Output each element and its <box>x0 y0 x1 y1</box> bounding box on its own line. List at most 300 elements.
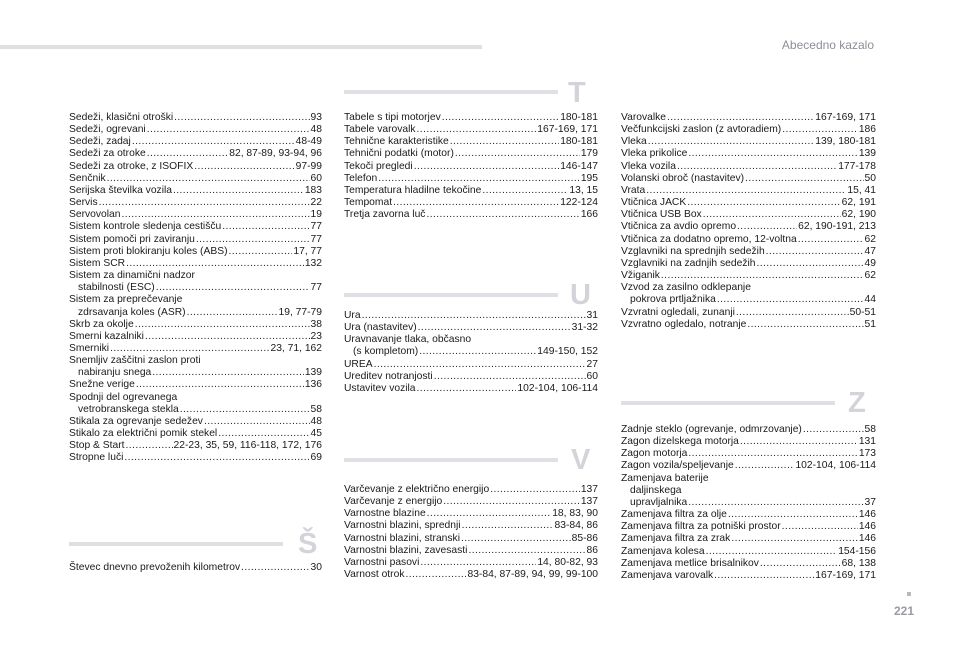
index-entry-label: Varnostni blazini, zavesasti <box>344 544 468 556</box>
index-entry-pages: 60 <box>310 172 322 184</box>
index-entry-pages: 83-84, 87-89, 94, 99, 99-100 <box>467 569 598 581</box>
index-entry <box>621 161 876 173</box>
index-entry-label: Vtičnica za dodatno opremo, 12-voltna <box>621 233 797 245</box>
dot-leader <box>99 197 310 209</box>
index-entry-label: Stikala za ogrevanje sedežev <box>69 415 203 427</box>
index-entry-pages: 62, 190-191, 213 <box>798 221 876 233</box>
index-entry <box>69 221 322 233</box>
index-entry-pages: 83-84, 86 <box>554 520 598 532</box>
dot-leader <box>677 161 837 173</box>
index-column-v-cont <box>621 112 876 331</box>
dot-leader <box>688 497 863 509</box>
index-entry-label: Servis <box>69 197 98 209</box>
index-entry-label: Zamenjava kolesa <box>621 545 705 557</box>
dot-leader <box>419 346 536 358</box>
dot-leader <box>393 197 559 209</box>
dot-leader <box>145 331 310 343</box>
index-entry-pages: 102-104, 106-114 <box>795 460 876 472</box>
index-entry-heading: Snemljiv zaščitni zaslon proti <box>69 355 201 367</box>
index-entry-pages: 31 <box>586 310 598 321</box>
index-entry <box>621 185 876 197</box>
index-column-s <box>69 112 322 465</box>
index-entry <box>344 185 598 197</box>
index-entry-label: Serijska številka vozila <box>69 184 173 196</box>
index-entry <box>69 416 322 428</box>
index-entry <box>69 440 322 452</box>
index-entry-pages: 58 <box>310 403 322 415</box>
dot-leader <box>646 185 846 197</box>
dot-leader <box>803 424 864 436</box>
index-entry <box>344 359 598 371</box>
index-entry-label: Ura (nastavitev) <box>344 322 417 334</box>
dot-leader <box>417 124 537 136</box>
index-entry <box>621 497 876 509</box>
index-entry-pages: 62 <box>864 233 876 245</box>
index-entry <box>344 148 598 160</box>
index-entry <box>69 404 322 416</box>
dot-leader <box>126 258 304 270</box>
index-entry-label: Snežne verige <box>69 379 135 391</box>
dot-leader <box>417 383 517 395</box>
index-entry-pages: 139, 180-181 <box>815 136 876 148</box>
index-entry-heading: Sistem za preprečevanje <box>69 294 183 306</box>
index-entry <box>69 173 322 185</box>
index-column-u <box>344 310 598 395</box>
dot-leader <box>218 428 309 440</box>
dot-leader <box>661 270 864 282</box>
dot-leader <box>450 136 559 148</box>
index-entry <box>344 112 598 124</box>
section-letter-u: U <box>570 279 591 311</box>
index-entry-label: Zagon motorja <box>621 448 688 460</box>
index-entry-label: Stikalo za električni pomik stekel <box>69 428 218 440</box>
dot-leader <box>405 569 466 581</box>
index-entry-label: Vtičnica USB Box <box>621 209 702 221</box>
index-entry-label: Tehnični podatki (motor) <box>344 148 454 160</box>
index-entry-label: Stop & Start <box>69 440 125 452</box>
dot-leader <box>782 124 858 136</box>
index-entry-pages: 137 <box>580 484 598 495</box>
index-entry <box>621 460 876 472</box>
index-entry-pages: 49 <box>864 257 876 269</box>
index-entry-pages: 186 <box>858 124 876 136</box>
index-entry <box>344 136 598 148</box>
page-header-title: Abecedno kazalo <box>781 38 874 52</box>
dot-leader <box>135 319 310 331</box>
index-entry-label: nabiranju snega <box>78 367 152 379</box>
index-entry <box>344 557 598 569</box>
index-entry-label: Večfunkcijski zaslon (z avtoradiem) <box>621 124 782 136</box>
dot-leader <box>180 404 310 416</box>
index-entry-label: Varčevanje z energijo <box>344 496 443 508</box>
index-entry <box>344 569 598 581</box>
index-entry <box>69 319 322 331</box>
index-entry-label: Vzglavniki na zadnjih sedežih <box>621 257 756 269</box>
index-entry-label: (s kompletom) <box>353 346 419 358</box>
index-entry-pages: 14, 80-82, 93 <box>537 556 598 568</box>
index-entry <box>621 558 876 570</box>
dot-leader <box>229 246 293 258</box>
index-entry-pages: 17, 77 <box>293 245 322 257</box>
index-entry-label: Sistem proti blokiranju koles (ABS) <box>69 245 228 257</box>
dot-leader <box>782 521 858 533</box>
index-entry-label: Varčevanje z električno energijo <box>344 484 490 495</box>
index-entry <box>69 148 322 160</box>
index-entry-label: Vžiganik <box>621 270 660 282</box>
index-entry-pages: 154-156 <box>838 545 876 557</box>
index-entry <box>344 173 598 185</box>
index-entry <box>69 234 322 246</box>
index-entry-label: Zamenjava filtra za potniški prostor <box>621 521 781 533</box>
index-entry <box>621 509 876 521</box>
index-entry-label: Varnostni blazini, sprednji <box>344 520 461 532</box>
dot-leader <box>728 509 858 521</box>
dot-leader <box>648 136 815 148</box>
index-entry-pages: 48 <box>310 415 322 427</box>
index-entry-pages: 44 <box>864 294 876 306</box>
index-entry <box>621 173 876 185</box>
index-entry-pages: 166 <box>580 209 598 221</box>
index-entry-label: Števec dnevno prevoženih kilometrov <box>69 562 241 573</box>
index-entry-label: Ura <box>344 310 361 321</box>
page-marker <box>907 592 911 596</box>
index-entry-label: Zadnje steklo (ogrevanje, odmrzovanje) <box>621 424 802 435</box>
index-entry-pages: 48-49 <box>295 136 322 148</box>
index-entry-heading: Vzvod za zasilno odklepanje <box>621 282 751 294</box>
index-entry-pages: 149-150, 152 <box>537 346 598 358</box>
index-entry-label: Zamenjava filtra za olje <box>621 509 727 521</box>
index-entry-label: zdrsavanja koles (ASR) <box>78 306 186 318</box>
index-entry-pages: 167-169, 171 <box>815 569 876 581</box>
index-entry-label: Tabele s tipi motorjev <box>344 112 441 123</box>
index-entry <box>344 371 598 383</box>
index-entry-pages: 180-181 <box>560 136 598 148</box>
dot-leader <box>760 558 841 570</box>
index-entry-heading: Uravnavanje tlaka, občasno <box>344 334 472 346</box>
index-entry-pages: 30 <box>310 562 322 573</box>
dot-leader <box>687 197 840 209</box>
index-entry-pages: 68, 138 <box>841 557 876 569</box>
dot-leader <box>136 379 304 391</box>
index-entry-label: Sedeži, klasični otroški <box>69 112 174 123</box>
index-entry <box>344 383 598 395</box>
index-entry-label: Telefon <box>344 172 378 184</box>
dot-leader <box>740 436 858 448</box>
index-entry-pages: 86 <box>586 544 598 556</box>
dot-leader <box>414 161 560 173</box>
index-entry-label: Vtičnica JACK <box>621 197 687 209</box>
index-entry <box>344 322 598 334</box>
dot-leader <box>443 496 580 508</box>
index-entry-label: Sistem pomoči pri zaviranju <box>69 233 195 245</box>
dot-leader <box>462 520 554 532</box>
index-entry-pages: 62 <box>864 270 876 282</box>
index-entry-label: Temperatura hladilne tekočine <box>344 184 482 196</box>
dot-leader <box>362 310 586 322</box>
index-entry <box>621 148 876 160</box>
dot-leader <box>757 258 864 270</box>
index-entry <box>344 496 598 508</box>
dot-leader <box>766 246 864 258</box>
dot-leader <box>196 234 310 246</box>
dot-leader <box>434 371 586 383</box>
index-entry-label: Volanski obroč (nastavitev) <box>621 172 745 184</box>
index-entry-pages: 77 <box>310 282 322 294</box>
index-entry <box>344 161 598 173</box>
index-entry-pages: 93 <box>310 112 322 123</box>
index-entry-pages: 45 <box>310 428 322 440</box>
index-entry-pages: 23 <box>310 330 322 342</box>
index-entry <box>344 124 598 136</box>
dot-leader <box>798 234 864 246</box>
index-entry-pages: 146 <box>858 521 876 533</box>
dot-leader <box>688 448 857 460</box>
index-entry-pages: 132 <box>304 257 322 269</box>
dot-leader <box>173 185 304 197</box>
index-entry <box>621 307 876 319</box>
index-entry-pages: 85-86 <box>571 532 598 544</box>
index-entry-label: Tabele varovalk <box>344 124 416 136</box>
index-entry-label: Vrata <box>621 184 646 196</box>
index-entry <box>69 258 322 270</box>
index-entry-pages: 139 <box>304 367 322 379</box>
index-entry-pages: 60 <box>586 370 598 382</box>
index-entry-label: Smerniki <box>69 342 110 354</box>
index-entry <box>621 258 876 270</box>
dot-leader <box>455 148 580 160</box>
dot-leader <box>688 148 857 160</box>
index-entry-pages: 167-169, 171 <box>815 112 876 123</box>
dot-leader <box>107 173 310 185</box>
index-entry-label: Sedeži za otroke <box>69 148 146 160</box>
dot-leader <box>122 209 310 221</box>
index-entry-pages: 82, 87-89, 93-94, 96 <box>229 148 322 160</box>
dot-leader <box>374 359 586 371</box>
index-entry <box>69 282 322 294</box>
index-entry <box>621 270 876 282</box>
index-entry <box>69 367 322 379</box>
index-entry-label: upravljalnika <box>630 496 688 508</box>
index-entry <box>69 562 322 574</box>
dot-leader <box>194 161 294 173</box>
index-entry-pages: 48 <box>310 124 322 136</box>
index-entry-pages: 58 <box>864 424 876 435</box>
dot-leader <box>420 557 536 569</box>
index-entry <box>621 221 876 233</box>
index-entry-pages: 13, 15 <box>569 184 598 196</box>
dot-leader <box>731 533 858 545</box>
index-entry-heading: daljinskega <box>630 484 682 496</box>
index-entry-pages: 22-23, 35, 59, 116-118, 172, 176 <box>173 440 322 452</box>
index-entry <box>69 136 322 148</box>
header-bar <box>0 45 482 49</box>
dot-leader <box>147 124 310 136</box>
index-entry <box>621 234 876 246</box>
index-entry-label: Vleka <box>621 136 647 148</box>
index-entry-label: Zagon dizelskega motorja <box>621 436 739 448</box>
index-entry-label: Sistem kontrole sledenja cestišču <box>69 221 222 233</box>
index-entry-pages: 146 <box>858 509 876 521</box>
index-entry-label: Vleka vozila <box>621 160 676 172</box>
index-entry <box>69 428 322 440</box>
index-entry <box>344 545 598 557</box>
index-entry-pages: 179 <box>580 148 598 160</box>
index-entry-label: Tehnične karakteristike <box>344 136 449 148</box>
index-entry <box>69 452 322 464</box>
index-entry-label: Zamenjava metlice brisalnikov <box>621 557 759 569</box>
dot-leader <box>174 112 309 124</box>
index-entry <box>344 346 598 358</box>
index-entry-label: Vzglavniki na sprednjih sedežih <box>621 245 765 257</box>
index-entry-label: pokrova prtljažnika <box>630 294 716 306</box>
index-entry <box>621 209 876 221</box>
index-entry <box>344 533 598 545</box>
index-entry <box>621 294 876 306</box>
dot-leader <box>378 173 580 185</box>
index-entry <box>344 520 598 532</box>
index-entry-pages: 51 <box>864 318 876 330</box>
index-entry-pages: 38 <box>310 318 322 330</box>
index-entry-pages: 180-181 <box>560 112 598 123</box>
index-entry <box>69 185 322 197</box>
index-entry <box>621 246 876 258</box>
dot-leader <box>147 148 229 160</box>
index-entry <box>621 124 876 136</box>
index-entry-pages: 69 <box>310 452 322 464</box>
index-entry-label: Sedeži, zadaj <box>69 136 131 148</box>
dot-leader <box>241 562 309 574</box>
index-entry-label: Ureditev notranjosti <box>344 370 433 382</box>
index-column-sh <box>69 562 322 574</box>
index-entry-label: Skrb za okolje <box>69 318 134 330</box>
index-column-z <box>621 424 876 582</box>
dot-leader <box>745 173 863 185</box>
index-entry-label: Tretja zavorna luč <box>344 209 426 221</box>
index-entry-label: Vzvratni ogledali, zunanji <box>621 306 735 318</box>
dot-leader <box>468 545 585 557</box>
index-entry-pages: 18, 83, 90 <box>552 508 598 520</box>
dot-leader <box>735 460 795 472</box>
index-entry-label: Stropne luči <box>69 452 124 464</box>
index-entry <box>621 546 876 558</box>
index-entry-pages: 136 <box>304 379 322 391</box>
index-entry-label: Vzvratno ogledalo, notranje <box>621 318 747 330</box>
index-entry-label: Servovolan <box>69 209 121 221</box>
dot-leader <box>747 319 863 331</box>
index-entry <box>621 424 876 436</box>
index-entry-pages: 122-124 <box>560 197 598 209</box>
index-entry-pages: 15, 41 <box>847 184 876 196</box>
index-entry <box>69 331 322 343</box>
dot-leader <box>490 484 580 496</box>
dot-leader <box>187 307 278 319</box>
index-entry <box>344 209 598 221</box>
index-entry-label: Varnostni pasovi <box>344 556 420 568</box>
index-entry <box>69 343 322 355</box>
index-entry-pages: 19 <box>310 209 322 221</box>
index-entry-label: Vleka prikolice <box>621 148 688 160</box>
index-entry-label: Smerni kazalniki <box>69 330 144 342</box>
index-entry-pages: 19, 77-79 <box>278 306 322 318</box>
dot-leader <box>667 112 814 124</box>
index-entry <box>69 209 322 221</box>
index-entry-pages: 31-32 <box>571 322 598 334</box>
index-entry <box>344 508 598 520</box>
index-entry-label: stabilnosti (ESC) <box>78 282 155 294</box>
index-entry-pages: 50-51 <box>849 306 876 318</box>
index-entry-pages: 195 <box>580 172 598 184</box>
index-entry <box>621 570 876 582</box>
index-entry-label: Varnostni blazini, stranski <box>344 532 460 544</box>
index-entry-label: UREA <box>344 358 373 370</box>
index-entry-pages: 77 <box>310 221 322 233</box>
index-entry-heading: Spodnji del ogrevanega <box>69 391 178 403</box>
index-entry-pages: 137 <box>580 496 598 508</box>
index-entry-pages: 139 <box>858 148 876 160</box>
dot-leader <box>152 367 304 379</box>
index-column-v <box>344 484 598 581</box>
index-entry-pages: 77 <box>310 233 322 245</box>
dot-leader <box>703 209 841 221</box>
index-entry-label: Varnost otrok <box>344 569 405 581</box>
dot-leader <box>737 221 797 233</box>
dot-leader <box>461 533 571 545</box>
index-entry-heading: Zamenjava baterije <box>621 472 709 484</box>
index-entry-label: Senčnik <box>69 172 106 184</box>
index-entry-label: Zagon vozila/speljevanje <box>621 460 734 472</box>
index-entry-label: Vtičnica za avdio opremo <box>621 221 737 233</box>
section-letter-v: V <box>571 444 591 476</box>
index-entry <box>344 197 598 209</box>
index-entry <box>621 112 876 124</box>
index-entry-pages: 173 <box>858 448 876 460</box>
index-entry-pages: 22 <box>310 197 322 209</box>
index-entry-pages: 23, 71, 162 <box>270 342 322 354</box>
index-entry <box>344 484 598 496</box>
index-entry-label: Tekoči pregledi <box>344 160 413 172</box>
index-entry-label: Tempomat <box>344 197 393 209</box>
index-entry-pages: 102-104, 106-114 <box>517 382 598 394</box>
index-entry-label: Varnostne blazine <box>344 508 426 520</box>
index-entry-label: Ustavitev vozila <box>344 382 416 394</box>
index-entry <box>621 197 876 209</box>
index-entry <box>344 310 598 322</box>
index-entry <box>69 161 322 173</box>
index-entry-label: Sedeži za otroke, z ISOFIX <box>69 160 194 172</box>
dot-leader <box>222 221 309 233</box>
index-entry-pages: 131 <box>858 436 876 448</box>
index-entry <box>621 533 876 545</box>
dot-leader <box>427 508 552 520</box>
index-column-t <box>344 112 598 221</box>
index-entry-pages: 62, 191 <box>841 197 876 209</box>
index-entry <box>69 124 322 136</box>
index-entry-pages: 167-169, 171 <box>537 124 598 136</box>
dot-leader <box>110 343 269 355</box>
dot-leader <box>714 570 814 582</box>
dot-leader <box>736 307 849 319</box>
index-entry-label: Zamenjava filtra za zrak <box>621 533 731 545</box>
dot-leader <box>126 440 173 452</box>
index-entry-heading: Sistem za dinamični nadzor <box>69 270 195 282</box>
dot-leader <box>482 185 568 197</box>
index-entry-pages: 146-147 <box>560 160 598 172</box>
index-entry <box>69 307 322 319</box>
index-entry <box>621 319 876 331</box>
dot-leader <box>418 322 571 334</box>
section-letter-t: T <box>568 77 586 109</box>
index-entry-pages: 97-99 <box>295 160 322 172</box>
